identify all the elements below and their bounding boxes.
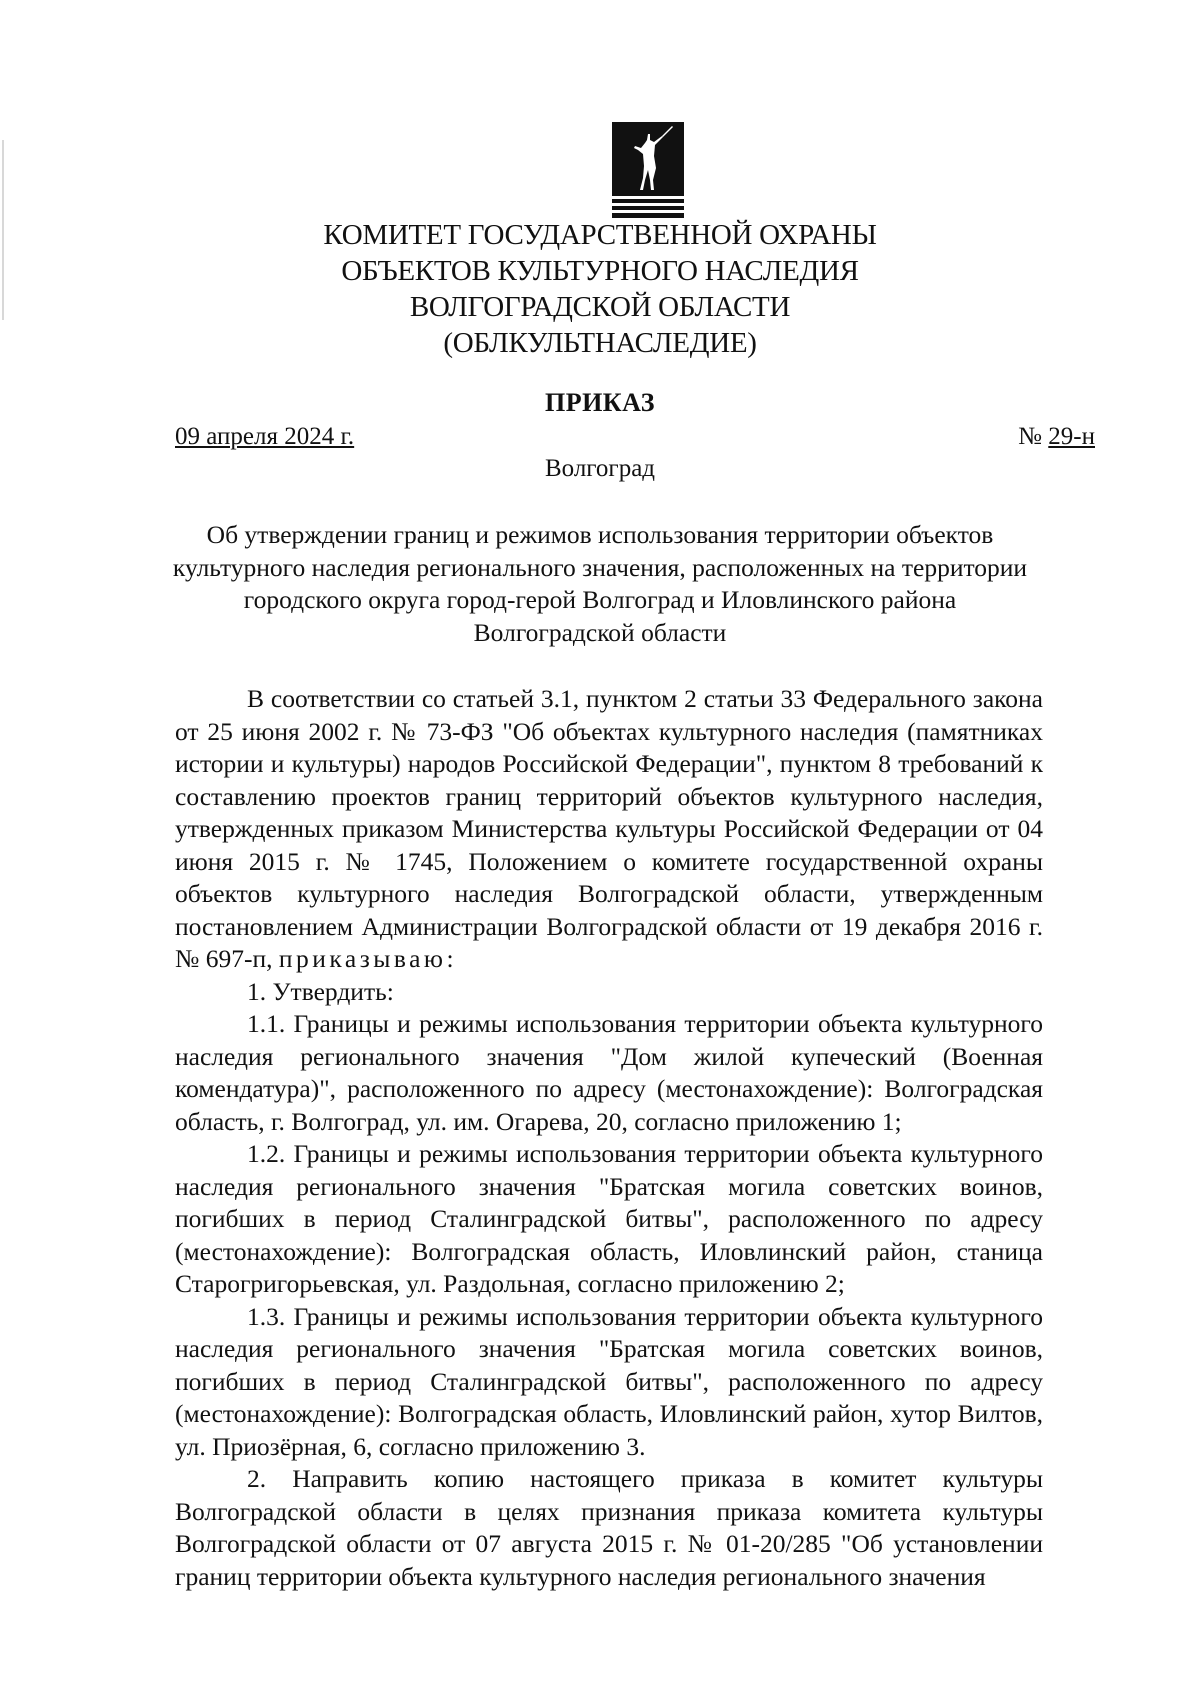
organization-title-line: ВОЛГОГРАДСКОЙ ОБЛАСТИ: [409, 291, 791, 323]
item-2: 2. Направить копию настоящего приказа в комитет культуры Волгоградской области в целях признания приказа комитета культуры Волгоградской области от 07 августа 2015 г. № 01-20/285 "Об установлении границ территории объекта культурного наследия регионального значения: [175, 1464, 1043, 1591]
scan-edge-line: [2, 140, 4, 320]
emblem-icon: [610, 122, 686, 223]
order-subject: [160, 519, 1040, 649]
organization-title-line: ОБЪЕКТОВ КУЛЬТУРНОГО НАСЛЕДИЯ: [341, 255, 859, 287]
order-body: [175, 683, 1043, 1593]
order-word: приказываю:: [278, 944, 458, 973]
order-number: [1018, 420, 1095, 454]
order-title: ПРИКАЗ: [544, 388, 656, 417]
item-1-3: 1.3. Границы и режимы использования территории объекта культурного наследия регионального значения "Братская могила советских воинов, погибших в период Сталинградской битвы", расположенного по адресу (местонахождение): Волгоградская область, Иловлинский район, хутор Вилтов, ул. Приозёрная, 6, согласно приложению 3.: [175, 1301, 1043, 1461]
order-subject-line: Об утверждении границ и режимов использования территории объектов: [206, 520, 994, 549]
order-subject-line: Волгоградской области: [473, 617, 727, 647]
order-subject-line: культурного наследия регионального значения, расположенных на территории: [172, 552, 1028, 582]
item-1-2: 1.2. Границы и режимы использования территории объекта культурного наследия регионального значения "Братская могила советских воинов, погибших в период Сталинградской битвы", расположенного по адресу (местонахождение): Волгоградская область, Иловлинский район, станица Старогригорьевская, ул. Раздольная, согласно приложению 2;: [175, 1139, 1043, 1298]
order-number-prefix: №: [1018, 423, 1049, 450]
order-date: 09 апреля 2024 г.: [175, 423, 355, 450]
item-1-1: 1.1. Границы и режимы использования территории объекта культурного наследия регионального значения "Дом жилой купеческий (Военная комендатура)", расположенного по адресу (местонахождение): Волгоградская область, г. Волгоград, ул. им. Огарева, 20, согласно приложению 1;: [175, 1009, 1043, 1136]
organization-title-line: КОМИТЕТ ГОСУДАРСТВЕННОЙ ОХРАНЫ: [323, 219, 877, 251]
order-number-value: 29-н: [1048, 423, 1095, 450]
organization-title: [200, 217, 1000, 361]
preamble-text: В соответствии со статьей 3.1, пунктом 2 статьи 33 Федерального закона от 25 июня 2002 г. № 73-ФЗ "Об объектах культурного наследия (памятниках истории и культуры) народов Российской Федерации", пунктом 8 требований к составлению проектов границ территорий объектов культурного наследия, утвержденных приказом Министерства культуры Российской Федерации от 04 июня 2015 г. № 1745, Положением о комитете государственной охраны объектов культурного наследия Волгоградской области, утвержденным постановлением Администрации Волгоградской области от 19 декабря 2016 г. № 697-п,: [175, 684, 1043, 973]
order-city: Волгоград: [544, 455, 656, 482]
item-1: 1. Утвердить:: [247, 976, 394, 1006]
organization-title-line: (ОБЛКУЛЬТНАСЛЕДИЕ): [443, 327, 757, 359]
preamble-paragraph: [175, 683, 1043, 976]
order-subject-line: городского округа город-герой Волгоград и Иловлинского района: [243, 585, 957, 614]
